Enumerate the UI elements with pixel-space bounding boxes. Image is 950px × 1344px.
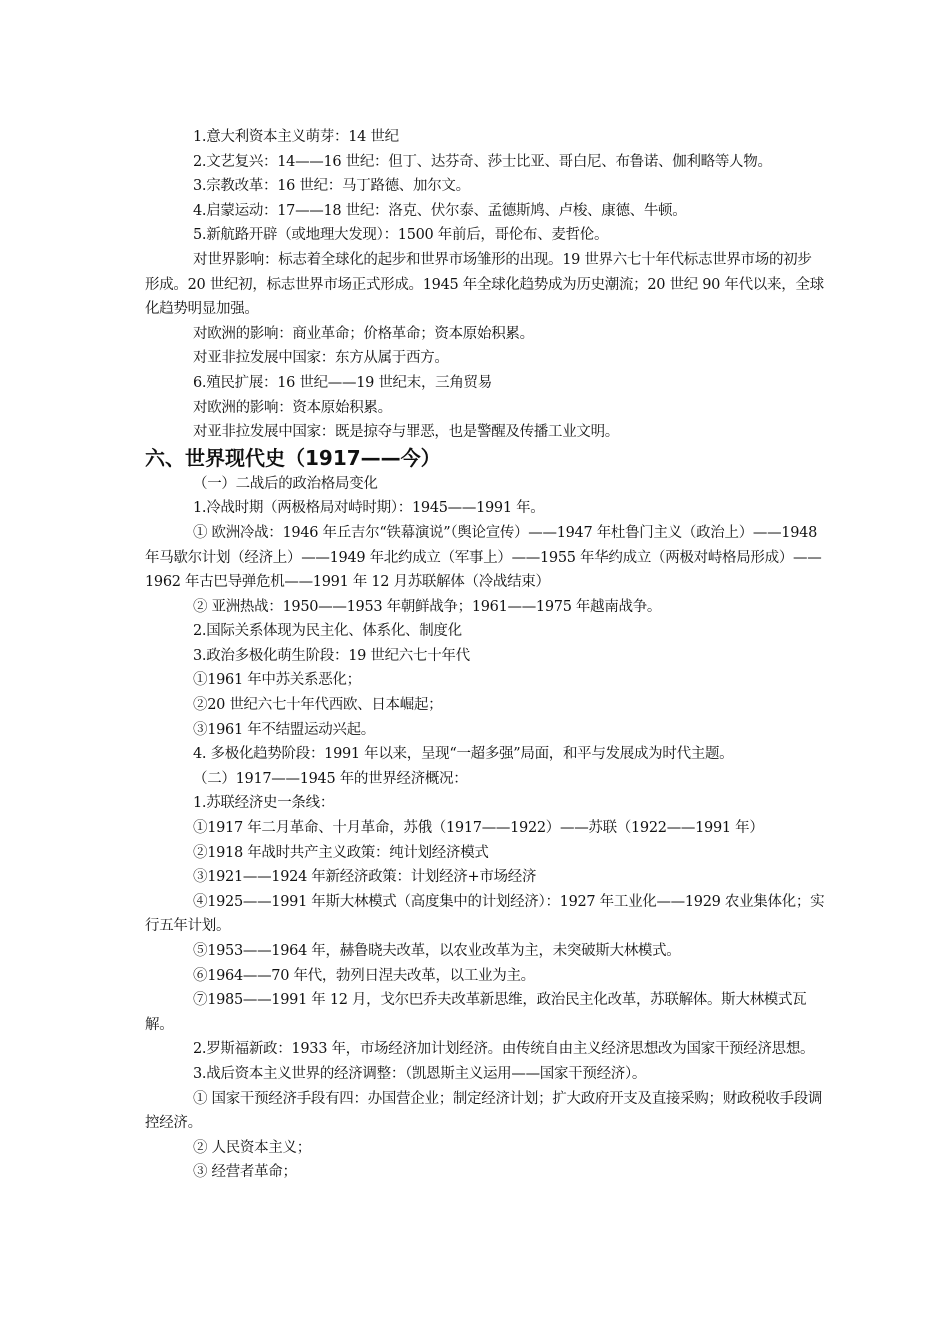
paragraph-world-impact: 对世界影响：标志着全球化的起步和世界市场雏形的出现。19 世界六七十年代标志世界市场的初步形成。20 世纪初，标志世界市场正式形成。1945 年全球化趋势成为历史潮流；20 世纪 90 年代以来，全球化趋势明显加强。 [145, 251, 824, 318]
list-item: ③ 经营者革命； [193, 1164, 297, 1181]
document-page [145, 125, 825, 1185]
paragraph-intervention: ① 国家干预经济手段有四：办国营企业；制定经济计划；扩大政府开支及直接采购；财政税收手段调控经济。 [145, 1090, 823, 1132]
list-item: 4.启蒙运动：17——18 世纪：洛克、伏尔泰、孟德斯鸠、卢梭、康德、牛顿。 [193, 202, 687, 219]
paragraph-stalin-model: ④1925——1991 年斯大林模式（高度集中的计划经济）：1927 年工业化——1929 农业集体化；实行五年计划。 [145, 893, 825, 935]
list-item: ①1961 年中苏关系恶化； [193, 672, 361, 689]
list-item: 对亚非拉发展中国家：东方从属于西方。 [193, 350, 449, 367]
list-item: 4. 多极化趋势阶段：1991 年以来，呈现“一超多强”局面，和平与发展成为时代主题。 [193, 746, 734, 763]
subsection-title: （一）二战后的政治格局变化 [193, 475, 378, 492]
list-item: ② 人民资本主义； [193, 1139, 311, 1156]
list-item: ⑥1964——70 年代，勃列日涅夫改革，以工业为主。 [193, 967, 535, 984]
list-item: 2.国际关系体现为民主化、体系化、制度化 [193, 623, 462, 640]
list-item: 1.冷战时期（两极格局对峙时期）：1945——1991 年。 [193, 500, 545, 517]
list-item: ②1918 年战时共产主义政策：纯计划经济模式 [193, 844, 489, 861]
list-item: ①1917 年二月革命、十月革命，苏俄（1917——1922）——苏联（1922——1991 年） [193, 820, 764, 837]
paragraph-gorbachev: ⑦1985——1991 年 12 月，戈尔巴乔夫改革新思维，政治民主化改革，苏联解体。斯大林模式瓦解。 [145, 992, 807, 1033]
list-item: ② 亚洲热战：1950——1953 年朝鲜战争；1961——1975 年越南战争。 [193, 598, 662, 615]
list-item: ②20 世纪六七十年代西欧、日本崛起； [193, 697, 443, 714]
list-item: ⑤1953——1964 年，赫鲁晓夫改革，以农业改革为主，未突破斯大林模式。 [193, 943, 681, 959]
list-item: 对亚非拉发展中国家：既是掠夺与罪恶，也是警醒及传播工业文明。 [193, 424, 619, 441]
list-item: 3.战后资本主义世界的经济调整：（凯恩斯主义运用——国家干预经济）。 [193, 1065, 647, 1082]
paragraph-new-deal: 2.罗斯福新政：1933 年，市场经济加计划经济。由传统自由主义经济思想改为国家干预经济思想。 [193, 1041, 815, 1058]
list-item: 3.政治多极化萌生阶段：19 世纪六七十年代 [193, 647, 470, 664]
list-item: 2.文艺复兴：14——16 世纪：但丁、达芬奇、莎士比亚、哥白尼、布鲁诺、伽利略等人物。 [193, 153, 772, 170]
section-heading: 六、世界现代史（1917——今） [145, 445, 441, 470]
paragraph-europe-cold-war: ① 欧洲冷战：1946 年丘吉尔“铁幕演说”（舆论宣传）——1947 年杜鲁门主义（政治上）——1948 年马歇尔计划（经济上）——1949 年北约成立（军事上）——1955 年华约成立（两极对峙格局形成）——1962 年古巴导弹危机——1991 年 12 月苏联解体（冷战结束） [145, 524, 822, 591]
list-item: 1.意大利资本主义萌芽：14 世纪 [193, 129, 399, 145]
list-item: 3.宗教改革：16 世纪：马丁路德、加尔文。 [193, 178, 470, 195]
list-item: 对欧洲的影响：商业革命；价格革命；资本原始积累。 [193, 325, 534, 342]
list-item: 6.殖民扩展：16 世纪——19 世纪末，三角贸易 [193, 374, 492, 391]
list-item: 对欧洲的影响：资本原始积累。 [193, 399, 392, 416]
list-item: ③1961 年不结盟运动兴起。 [193, 721, 376, 738]
list-item: 5.新航路开辟（或地理大发现）：1500 年前后，哥伦布、麦哲伦。 [193, 227, 609, 244]
subsection-title: （二）1917——1945 年的世界经济概况： [193, 770, 468, 787]
list-item: ③1921——1924 年新经济政策：计划经济+市场经济 [193, 869, 537, 886]
list-item: 1.苏联经济史一条线： [193, 795, 335, 812]
